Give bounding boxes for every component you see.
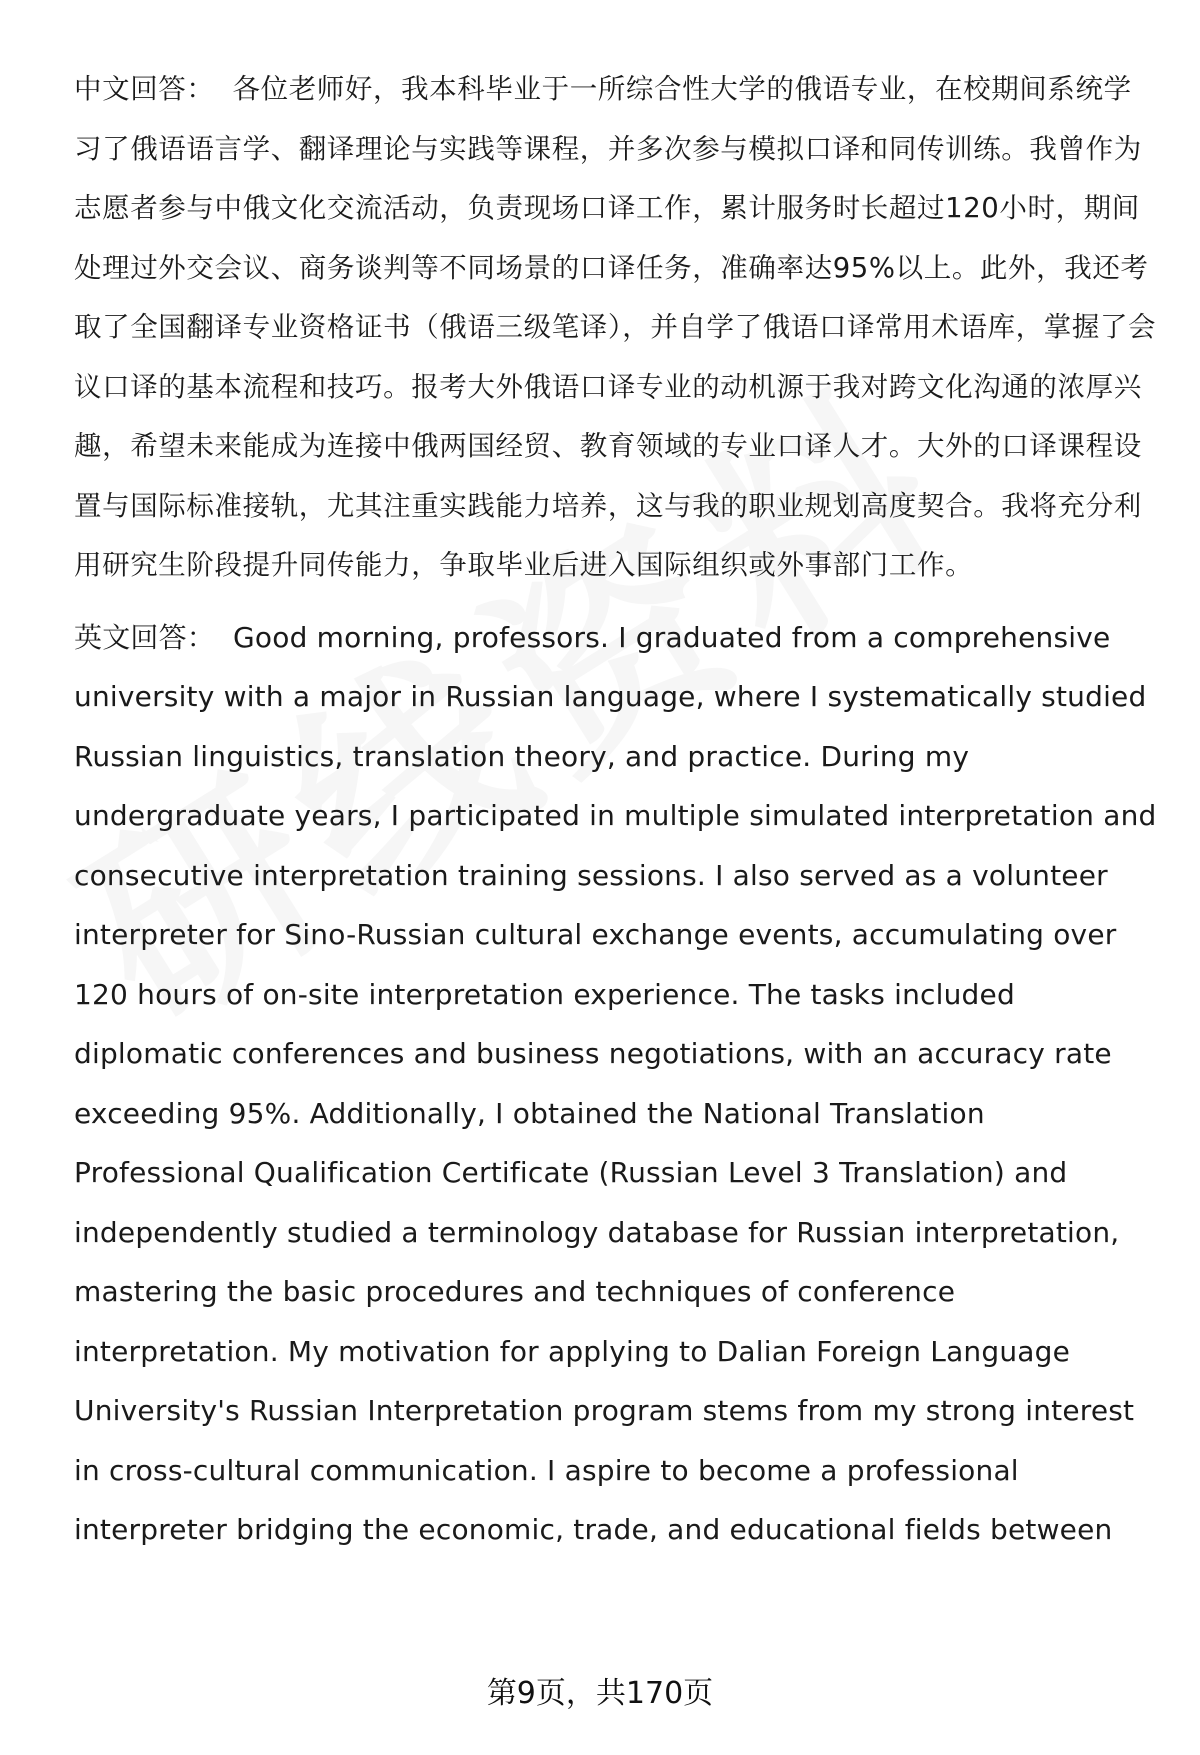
english-answer-label: 英文回答：: [74, 620, 216, 654]
chinese-answer: [74, 60, 1159, 596]
document-page: [74, 60, 1159, 1560]
chinese-answer-label: 中文回答：: [74, 73, 215, 105]
page-number-footer: 第9页，共170页: [486, 1676, 714, 1711]
chinese-answer-text: 各位老师好，我本科毕业于一所综合性大学的俄语专业，在校期间系统学习了俄语语言学、翻译理论与实践等课程，并多次参与模拟口译和同传训练。我曾作为志愿者参与中俄文化交流活动，负责现场口译工作，累计服务时长超过120小时，期间处理过外交会议、商务谈判等不同场景的口译任务，准确率达95%以上。此外，我还考取了全国翻译专业资格证书（俄语三级笔译），并自学了俄语口译常用术语库，掌握了会议口译的基本流程和技巧。报考大外俄语口译专业的动机源于我对跨文化沟通的浓厚兴趣，希望未来能成为连接中俄两国经贸、教育领域的专业口译人才。大外的口译课程设置与国际标准接轨，尤其注重实践能力培养，这与我的职业规划高度契合。我将充分利用研究生阶段提升同传能力，争取毕业后进入国际组织或外事部门工作。: [74, 73, 1157, 581]
english-answer: [74, 608, 1159, 1560]
english-answer-text: Good morning, professors. I graduated from a comprehensive university with a major in Russian language, where I systematically studied Russian linguistics, translation theory, and practice. During my undergraduate years, I participated in multiple simulated interpretation and consecutive interpretation training sessions. I also served as a volunteer interpreter for Sino-Russian cultural exchange events, accumulating over 120 hours of on-site interpretation experience. The tasks included diplomatic conferences and business negotiations, with an accuracy rate exceeding 95%. Additionally, I obtained the National Translation Professional Qualification Certificate (Russian Level 3 Translation) and independently studied a terminology database for Russian interpretation, mastering the basic procedures and techniques of conference interpretation. My motivation for applying to Dalian Foreign Language University's Russian Interpretation program stems from my strong interest in cross-cultural communication. I aspire to become a professional interpreter bridging the economic, trade, and educational fields between: [74, 620, 1157, 1546]
